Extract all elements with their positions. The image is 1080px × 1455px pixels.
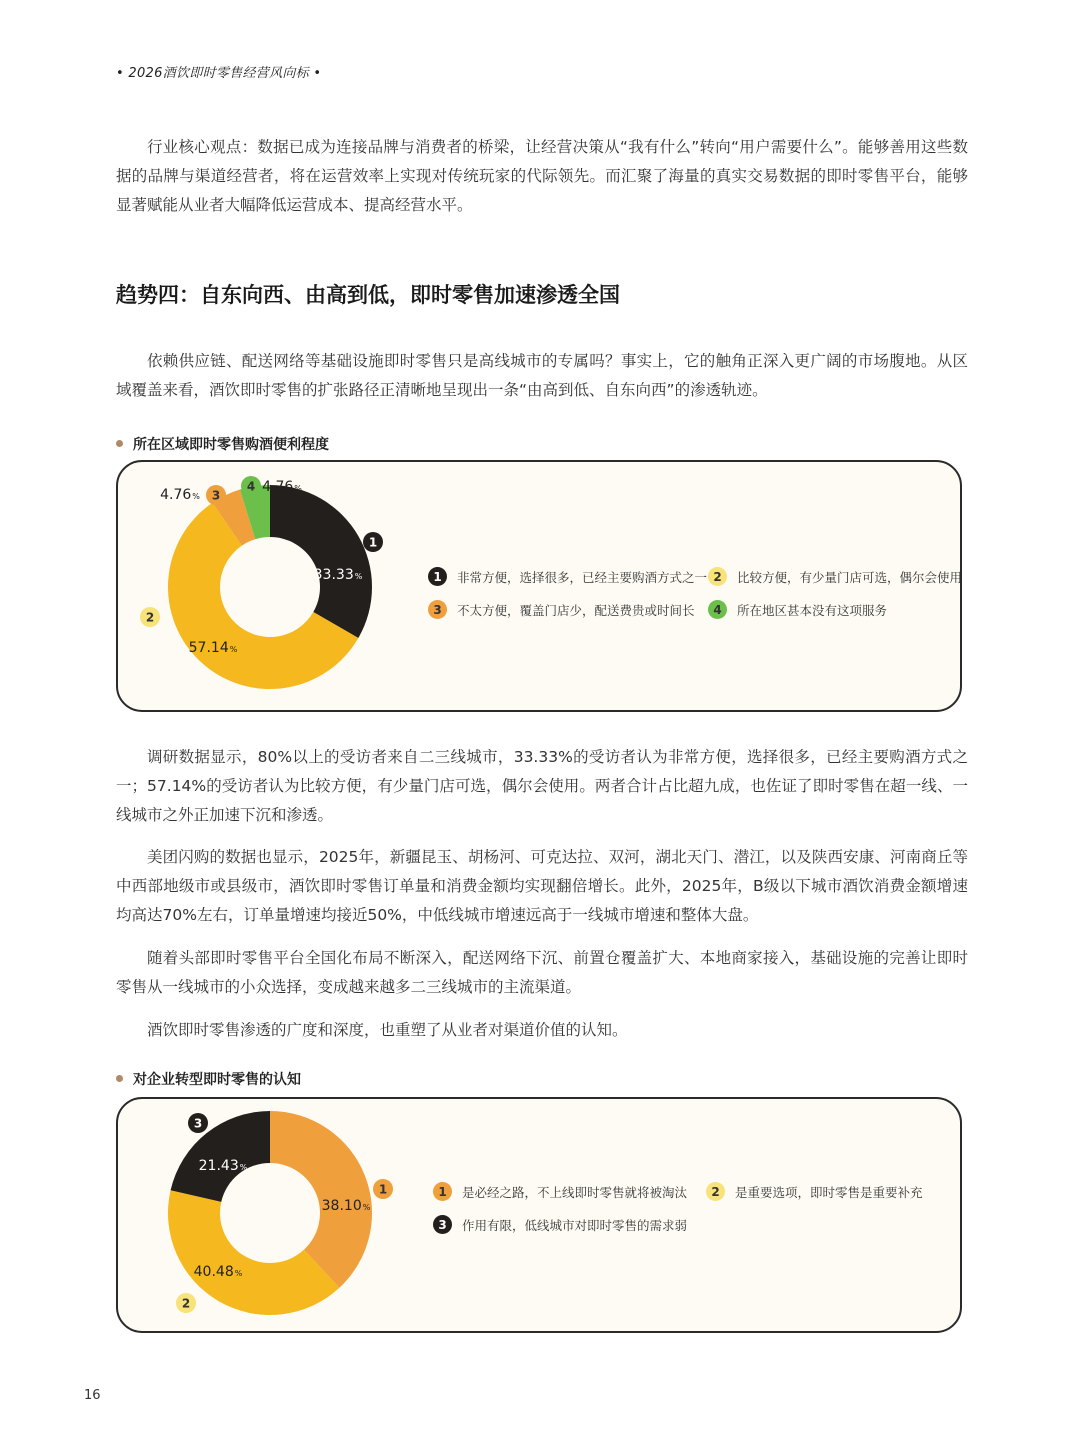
legend-item-3 (433, 1215, 687, 1234)
slice-value-2: 40.48% (193, 1264, 243, 1280)
legend-label: 非常方便，选择很多，已经主要购酒方式之一 (457, 569, 708, 585)
percent-sign: % (354, 572, 363, 581)
legend-badge: 2 (708, 567, 727, 586)
legend-item-4 (708, 600, 887, 619)
legend-item-1 (428, 567, 707, 586)
chart-2-panel (116, 1097, 962, 1333)
legend-label: 作用有限，低线城市对即时零售的需求弱 (462, 1217, 688, 1233)
section-heading: 趋势四：自东向西、由高到低，即时零售加速渗透全国 (116, 282, 620, 307)
donut-slice-1 (270, 485, 372, 638)
legend-badge: 1 (428, 567, 447, 586)
legend-badge: 3 (433, 1215, 452, 1234)
legend-badge: 1 (433, 1182, 452, 1201)
percent-sign: % (362, 1203, 371, 1212)
chart-1-title (116, 434, 329, 454)
legend-item-3 (428, 600, 695, 619)
slice-badge-1 (363, 532, 383, 552)
chart-1-title-text: 所在区域即时零售购酒便利程度 (133, 437, 329, 453)
slice-badge-2 (176, 1293, 196, 1313)
legend-label: 是必经之路，不上线即时零售就将被淘汰 (462, 1184, 688, 1200)
badge-number: 1 (378, 1182, 388, 1197)
slice-badge-3 (206, 485, 226, 505)
legend-item-2 (706, 1182, 923, 1201)
bullet-dot-icon (116, 440, 123, 447)
slice-value-4: 4.76% (262, 479, 302, 495)
legend-label: 不太方便，覆盖门店少，配送费贵或时间长 (457, 602, 695, 618)
bullet-dot-icon (116, 1075, 123, 1082)
badge-number: 3 (211, 488, 221, 503)
paragraph-survey: 调研数据显示，80%以上的受访者来自二三线城市，33.33%的受访者认为非常方便，选择很多，已经主要购酒方式之一；57.14%的受访者认为比较方便，有少量门店可选，偶尔会使用。两者合计占比超九成，也佐证了即时零售在超一线、一线城市之外正加速下沉和渗透。 (116, 748, 968, 824)
percent-sign: % (234, 1269, 243, 1278)
slice-badge-2 (140, 607, 160, 627)
slice-value-1: 33.33% (313, 567, 363, 583)
legend-badge: 4 (708, 600, 727, 619)
slice-badge-3 (188, 1113, 208, 1133)
percent-sign: % (294, 484, 302, 493)
badge-number: 3 (193, 1116, 203, 1131)
percent-sign: % (239, 1163, 248, 1172)
legend-item-2 (708, 567, 962, 586)
paragraph-meituan: 美团闪购的数据也显示，2025年，新疆昆玉、胡杨河、可克达拉、双河，湖北天门、潜江，以及陕西安康、河南商丘等中西部地级市或县级市，酒饮即时零售订单量和消费金额均实现翻倍增长。此外，2025年，B级以下城市酒饮消费金额增速均高达70%左右，订单量增速均接近50%，中低线城市增速远高于一线城市增速和整体大盘。 (116, 848, 968, 924)
badge-number: 2 (145, 610, 155, 625)
legend-label: 所在地区甚本没有这项服务 (737, 602, 888, 618)
legend-label: 比较方便，有少量门店可选，偶尔会使用 (737, 569, 963, 585)
legend-badge: 3 (428, 600, 447, 619)
donut-slice-3 (171, 1111, 270, 1202)
percent-sign: % (229, 645, 238, 654)
page-number: 16 (84, 1388, 101, 1403)
chart-1-panel (116, 460, 962, 712)
slice-value-3: 21.43% (198, 1158, 248, 1174)
slice-value-1: 38.10% (321, 1198, 371, 1214)
paragraph-core-view: 行业核心观点：数据已成为连接品牌与消费者的桥梁，让经营决策从“我有什么”转向“用户需要什么”。能够善用这些数据的品牌与渠道经营者，将在运营效率上实现对传统玩家的代际领先。而汇聚了海量的真实交易数据的即时零售平台，能够显著赋能从业者大幅降低运营成本、提高经营水平。 (116, 138, 968, 214)
chart-1-donut (118, 462, 964, 714)
badge-number: 1 (368, 535, 378, 550)
slice-badge-1 (373, 1179, 393, 1199)
slice-value-3: 4.76% (160, 487, 200, 503)
slice-value-2: 57.14% (188, 640, 238, 656)
badge-number: 2 (181, 1296, 191, 1311)
page-header: • 2026酒饮即时零售经营风向标 • (116, 66, 322, 81)
paragraph-platforms: 随着头部即时零售平台全国化布局不断深入，配送网络下沉、前置仓覆盖扩大、本地商家接入，基础设施的完善让即时零售从一线城市的小众选择，变成越来越多二三线城市的主流渠道。 (116, 949, 968, 996)
chart-2-title (116, 1069, 301, 1089)
badge-number: 4 (246, 479, 256, 494)
legend-item-1 (433, 1182, 687, 1201)
paragraph-channel-value: 酒饮即时零售渗透的广度和深度，也重塑了从业者对渠道价值的认知。 (147, 1021, 628, 1039)
paragraph-intro: 依赖供应链、配送网络等基础设施即时零售只是高线城市的专属吗？事实上，它的触角正深入更广阔的市场腹地。从区域覆盖来看，酒饮即时零售的扩张路径正清晰地呈现出一条“由高到低、自东向西”的渗透轨迹。 (116, 352, 968, 399)
slice-badge-4 (241, 476, 261, 496)
chart-2-title-text: 对企业转型即时零售的认知 (133, 1072, 301, 1088)
percent-sign: % (192, 492, 200, 501)
legend-label: 是重要选项，即时零售是重要补充 (735, 1184, 923, 1200)
legend-badge: 2 (706, 1182, 725, 1201)
